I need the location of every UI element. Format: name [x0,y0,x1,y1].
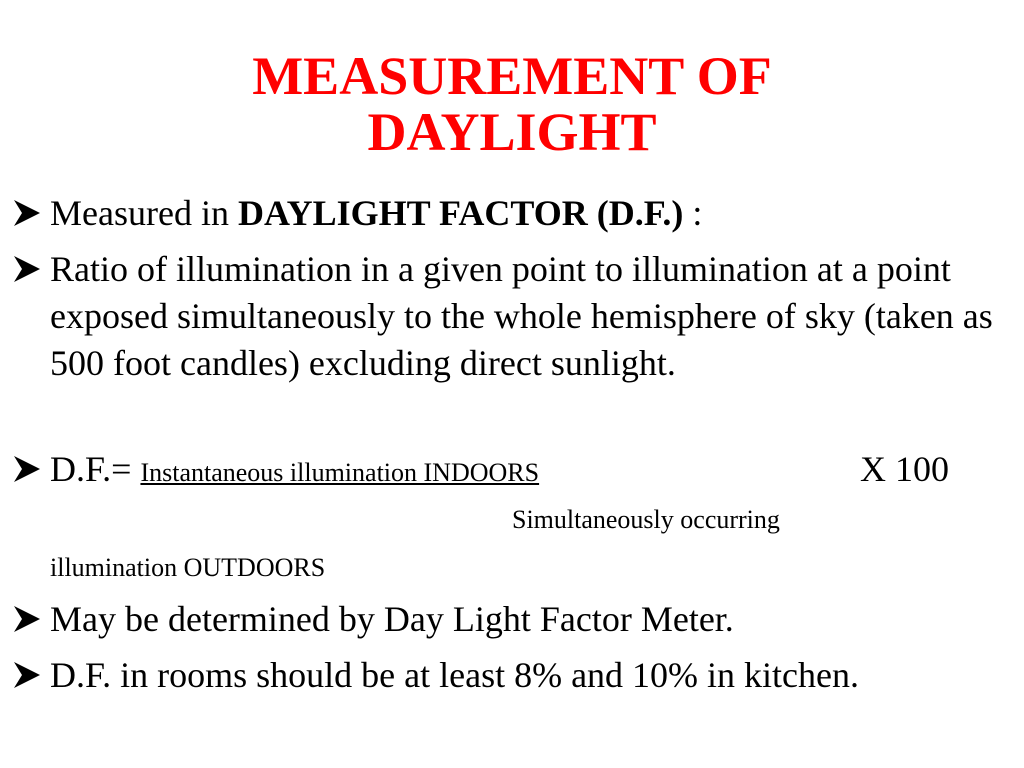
bullet-1-suffix: : [683,193,703,233]
bullet-text-4: May be determined by Day Light Factor Meter. [50,599,734,639]
title-line-1: MEASUREMENT OF [252,46,772,106]
right-arrowhead-icon [12,660,42,690]
right-arrowhead-icon [12,254,42,284]
right-arrowhead-icon [12,454,42,484]
bullet-text-2: Ratio of illumination in a given point to illumination at a point exposed simultaneously to the whole hemisphere of sky (taken as 500 foot candles) excluding direct sunlight. [50,249,993,383]
formula-denominator-line-1: Simultaneously occurring [512,505,780,534]
right-arrowhead-icon [12,604,42,634]
bullet-1-prefix: Measured in [50,193,238,233]
formula-prefix: D.F.= [50,449,141,489]
title-line-2: DAYLIGHT [367,102,657,162]
formula-denominator-line-2: illumination OUTDOORS [50,553,326,582]
formula-numerator: Instantaneous illumination INDOORS [140,458,540,487]
bullet-1-bold: DAYLIGHT FACTOR (D.F.) [237,193,684,233]
slide-title [0,48,1024,160]
bullet-text-1 [50,190,1000,237]
formula-multiplier: X 100 [860,449,949,489]
right-arrowhead-icon [12,198,42,228]
bullet-text-5: D.F. in rooms should be at least 8% and 10% in kitchen. [50,655,859,695]
formula-text [50,446,1000,496]
